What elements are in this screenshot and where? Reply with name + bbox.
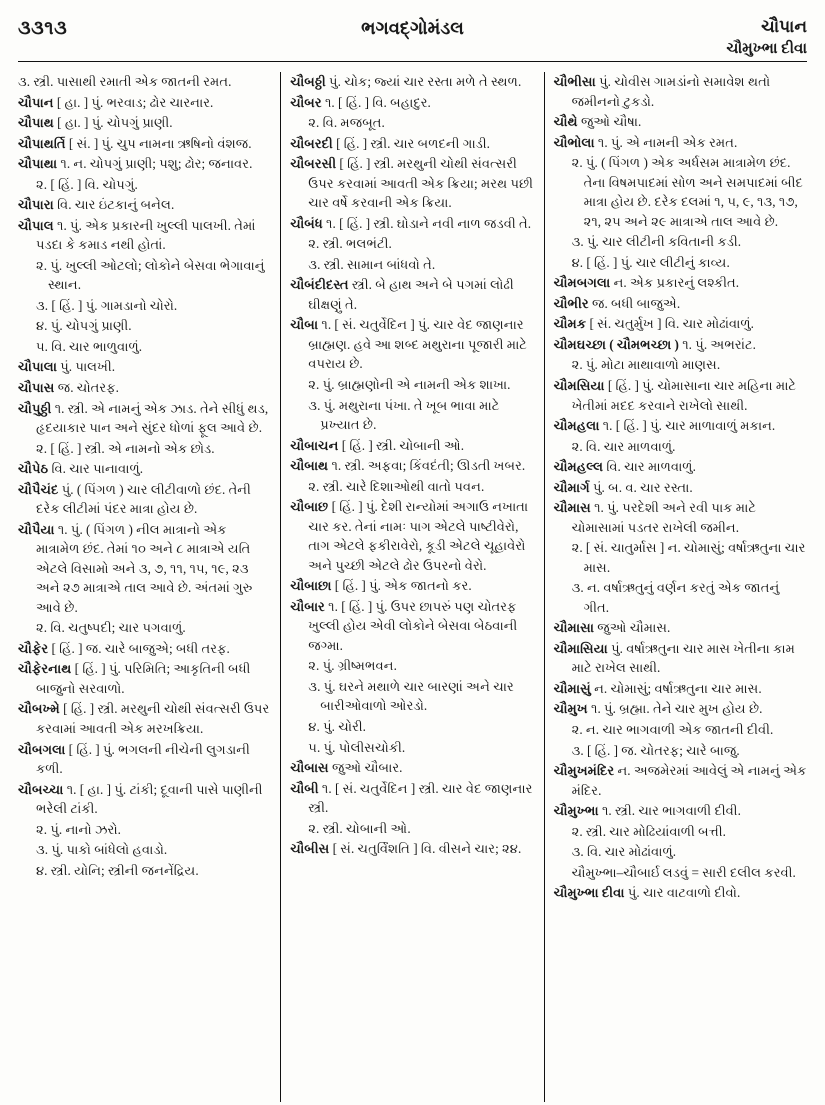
dictionary-entry	[18, 256, 271, 295]
entry-definition: ન. એક પ્રકારનું લશ્કીત.	[613, 275, 740, 291]
entry-headword: ચૌમાસું	[553, 680, 591, 696]
dictionary-entry	[554, 355, 807, 375]
dictionary-entry	[290, 497, 534, 575]
dictionary-entry	[554, 578, 807, 617]
entry-definition: ન. અજમેરમાં આવેલું એ નામનું એક મંદિર.	[571, 763, 807, 798]
dictionary-entry	[290, 134, 534, 154]
dictionary-entry	[290, 779, 534, 818]
entry-definition: ચૌમુખ્ભા–ચૌબાર્ઇ લડવું = સારી દલીલ કરવી.	[571, 864, 796, 880]
dictionary-entry	[554, 273, 807, 293]
dictionary-entry	[18, 480, 271, 519]
entry-definition: ૪. પું. ચોપગું પ્રાણી.	[36, 318, 132, 334]
dictionary-entry	[18, 820, 271, 840]
entry-definition: ૨. પું. ( પિંગળ ) એક અર્ધસમ માત્રામેળ છંદ. તેના વિષમપાદમાં સોળ અને સમપાદમાં બીદ માત્રા હોય છે. દરેક દલમાં ૧, ૫, ૯, ૧૩, ૧૭, ૨૧, ૨૫ અને ૨૯ માત્રાએ તાલ આવે છે.	[571, 155, 803, 229]
entry-definition: ૧. પું. બ્રહ્મા. તેને ચાર મુખ હોય છે.	[590, 701, 763, 717]
dictionary-entry	[290, 738, 534, 758]
entry-headword: ચૌબાચન	[290, 437, 339, 453]
guide-word-top: ચૌપાન	[761, 17, 807, 36]
entry-headword: ચૌપુઠ્ઠી	[18, 400, 52, 416]
entry-definition: ૪. પું. ચોરી.	[308, 719, 366, 734]
dictionary-entry	[290, 93, 534, 113]
dictionary-entry	[290, 456, 534, 476]
entry-headword: ચૌભોલા	[553, 134, 595, 150]
dictionary-entry	[18, 439, 271, 459]
dictionary-entry	[554, 232, 807, 252]
dictionary-entry	[18, 337, 271, 357]
dictionary-entry	[290, 656, 534, 676]
entry-definition: [ હિં. ] સ્ત્રી. મરથુની ચોથી સંવત્સરી ઉપર કરવામાં આવતી એક મરખક્રિયા.	[36, 701, 270, 736]
entry-headword: ચૌપાન	[18, 94, 54, 110]
entry-definition: ૨. [ હિં. ] વિ. ચોપગું.	[36, 176, 138, 192]
dictionary-entry	[554, 457, 807, 477]
entry-headword: ચૌબઠ્ઠી	[290, 74, 326, 89]
dictionary-entry	[18, 93, 271, 113]
dictionary-entry	[554, 437, 807, 457]
entry-definition: ૩. [ હિં. ] જ. ચોતરફ; ચારે બાજુ.	[571, 742, 740, 758]
entry-definition: ૧. [ સં. ચતુર્વેદિન ] સ્ત્રી. ચાર વેદ જાણનાર સ્ત્રી.	[308, 780, 533, 816]
entry-definition: ૫. વિ. ચાર ભાળુવાળું.	[36, 338, 143, 354]
dictionary-entry	[554, 720, 807, 740]
entry-definition: ૧. પું. ( પિંગળ ) નીલ માત્રાનો એક માત્રામેળ છંદ. તેમાં ૧૦ અને ૮ માત્રાએ યતિ એટલે વિસામો અને ૩, ૭, ૧૧, ૧૫, ૧૯, ૨૩ અને ૨૭ માત્રાએ તાલ આવે છે. અંતમાં ગુરુ આવે છે.	[36, 521, 253, 615]
dictionary-entry	[18, 134, 271, 154]
entry-definition: ૨. વિ. મજબૂત.	[308, 115, 385, 131]
dictionary-entry	[554, 314, 807, 334]
entry-definition: ૨. પું. ગ્રીષ્મભવન.	[308, 658, 397, 674]
entry-definition: ૩. [ હિં. ] પું. ગામડાનો ચોરો.	[36, 297, 178, 313]
entry-definition: પું. પાલખી.	[60, 359, 116, 375]
entry-headword: ચૌમાસ	[553, 500, 591, 516]
dictionary-entry	[554, 335, 807, 355]
entry-definition: ૨. [ હિં. ] સ્ત્રી. એ નામનો એક છોડ.	[36, 440, 215, 456]
entry-headword: ચૌમુખ્ભા દીવા	[553, 885, 625, 901]
dictionary-entry	[290, 154, 534, 213]
entry-headword: ચૌપાલા	[18, 359, 57, 375]
entry-definition: [ હિં. ] પું. એક જાતનો કર.	[334, 578, 472, 594]
entry-definition: ૧. [ હિં. ] વિ. બહાદુર.	[324, 94, 431, 110]
entry-definition: ૧. [ સં. ચતુર્વેદિન ] પું. ચાર વેદ જાણનાર બ્રાહ્મણ. હવે આ શબ્દ મથુરાના પૂજારી માટે વપરાય છે.	[308, 317, 527, 372]
entry-definition: જુઓ ચૌબાર.	[332, 760, 403, 776]
dictionary-entry	[18, 72, 271, 92]
dictionary-entry	[554, 618, 807, 638]
entry-headword: ચૌબાર	[290, 598, 325, 614]
text-columns	[16, 72, 809, 1102]
entry-headword: ચૌપાથર્તિ	[18, 135, 66, 151]
entry-headword: ચૌભીસા	[553, 74, 596, 89]
dictionary-entry	[290, 436, 534, 456]
dictionary-entry	[290, 597, 534, 656]
dictionary-entry	[18, 520, 271, 618]
entry-definition: [ હિં. ] પું. ભગલની નીચેની લુગડાની કળી.	[36, 741, 250, 777]
entry-headword: ચૌબંધ	[290, 215, 323, 231]
dictionary-entry	[290, 717, 534, 737]
dictionary-entry	[290, 72, 534, 92]
entry-definition: ૨. સ્ત્રી. ચોબાની ઓ.	[308, 820, 411, 836]
entry-definition: ૨. સ્ત્રી. ભલભંટી.	[308, 236, 392, 252]
entry-headword: ચૌથે	[553, 114, 578, 130]
entry-headword: ચૌબાછ	[290, 499, 329, 515]
dictionary-entry	[290, 819, 534, 839]
entry-headword: ચૌબગલા	[18, 741, 66, 757]
dictionary-entry	[554, 253, 807, 273]
dictionary-entry	[554, 883, 807, 903]
dictionary-entry	[554, 538, 807, 577]
running-head	[726, 16, 807, 59]
entry-definition: [ હિં. ] પું. ચોમાસાના ચાર મહિના માટે ખેતીમાં મદદ કરવાને રાખેલો સાથી.	[571, 377, 797, 413]
dictionary-entry	[554, 699, 807, 719]
entry-headword: ચૌમુખમંદિર	[553, 763, 615, 779]
book-title: ભગવદ્ગોમંડલ	[361, 18, 464, 38]
entry-definition: ૧. ન. ચોપગું પ્રાણી; પશુ; ઢોર; જનાવર.	[60, 156, 253, 172]
entry-definition: ૨. પું. બ્રાહ્મણોની એ નામની એક શાખા.	[308, 376, 511, 392]
dictionary-entry	[554, 153, 807, 231]
entry-headword: ચૌબીસ	[290, 841, 330, 857]
dictionary-entry	[554, 376, 807, 415]
entry-definition: ૩. પું. મથુરાના પંખા. તે ખૂબ ભાવા માટે પ્રખ્યાત છે.	[308, 397, 500, 433]
entry-definition: સ્ત્રી. બે હાથ અને બે પગમાં લોઢી ઘીક્ષણું તે.	[308, 277, 514, 312]
entry-headword: ચૌફેર	[18, 640, 49, 656]
dictionary-entry	[554, 822, 807, 842]
entry-headword: ચૌમહલા	[553, 418, 600, 434]
entry-headword: ચૌબરસી	[290, 156, 337, 172]
entry-definition: ૧. [ હિં. ] સ્ત્રી. ઘોડાને નવી નાળ જડવી તે.	[326, 215, 532, 231]
entry-definition: ૧. [ હિં. ] પું. ચાર માળાવાળું મકાન.	[602, 418, 776, 434]
dictionary-entry	[18, 316, 271, 336]
entry-headword: ચૌપૈચંદ	[18, 481, 59, 497]
entry-definition: ૨. [ સં. ચાતુર્માસ ] ન. ચોમાસું; વર્ષાઋતુના ચાર માસ.	[571, 540, 806, 575]
entry-definition: ૩. પું. ચાર લીટીની કવિતાની કડી.	[571, 234, 742, 250]
entry-headword: ચૌપારા	[18, 197, 54, 213]
column-2	[280, 72, 544, 1102]
entry-definition: પું. ચોક; જ્યાં ચાર રસ્તા મળે તે સ્થળ.	[329, 74, 522, 89]
entry-definition: ૧. [ હિં. ] પું. ઉપર છાપરું પણ ચોતરફ ખુલ્લી હોય એવી લોકોને બેસવા બેઠવાની જગ્મા.	[308, 598, 518, 653]
entry-headword: ચૌમસિયા	[553, 377, 605, 393]
entry-definition: ૧. સ્ત્રી. એ નામનું એક ઝાડ. તેને સીધું થડ, હૃદયાકાર પાન અને સુંદર ધોળાં ફૂલ આવે છે.	[36, 400, 269, 436]
entry-definition: [ હિં. ] સ્ત્રી. મરથુની ચોથી સંવત્સરી ઉપર કરવામાં આવતી એક ક્રિયા; મરથ પછી ચાર વર્ષે કરવાની એક ક્રિયા.	[308, 156, 534, 211]
entry-definition: [ હા. ] પું. ચોપગું પ્રાણી.	[57, 115, 173, 131]
entry-definition: જ. ચોતરફ.	[57, 379, 119, 395]
dictionary-entry	[290, 113, 534, 133]
entry-headword: ચૌબાથ	[290, 458, 329, 474]
dictionary-entry	[290, 255, 534, 275]
entry-definition: ન. ચોમાસું; વર્ષાઋતુના ચાર માસ.	[594, 680, 762, 696]
entry-definition: ૧. સ્ત્રી. અફવા; કિંવદંતી; ઊડતી ખબર.	[331, 458, 526, 474]
dictionary-entry	[18, 113, 271, 133]
dictionary-entry	[554, 498, 807, 537]
dictionary-entry	[18, 840, 271, 860]
dictionary-entry	[18, 740, 271, 779]
dictionary-entry	[18, 659, 271, 698]
entry-definition: [ સં. ચતુર્મુખ ] વિ. ચાર મોઢાંવાળું.	[589, 316, 754, 332]
dictionary-entry	[554, 72, 807, 111]
dictionary-entry	[18, 154, 271, 174]
entry-definition: [ સં. ચતુર્વિંશતિ ] વિ. વીસને ચાર; ૨૪.	[332, 841, 522, 857]
dictionary-entry	[18, 861, 271, 881]
dictionary-entry	[554, 133, 807, 153]
dictionary-entry	[290, 275, 534, 314]
entry-headword: ચૌમાસિયા	[553, 640, 608, 656]
entry-definition: ૧. પું. અભરાંટ.	[682, 336, 756, 352]
header-divider	[18, 61, 807, 62]
entry-definition: જુઓ ચૌમાસ.	[597, 620, 671, 636]
entry-definition: ૨. સ્ત્રી. ચાર મોઢિયાંવાળી બત્તી.	[571, 823, 726, 839]
dictionary-entry	[554, 679, 807, 699]
entry-headword: ચૌમુખ્ભા	[553, 803, 599, 819]
dictionary-entry	[18, 699, 271, 738]
dictionary-entry	[554, 741, 807, 761]
dictionary-entry	[554, 801, 807, 821]
entry-headword: ચૌપેઠ	[18, 461, 49, 477]
dictionary-entry	[290, 396, 534, 435]
entry-definition: ૨. વિ. ચતુષ્પદી; ચાર પગવાળું.	[36, 620, 186, 636]
entry-definition: ૨. ન. ચાર ભાગવાળી એક જાતની દીવી.	[571, 722, 774, 737]
dictionary-entry	[18, 399, 271, 438]
dictionary-entry	[554, 478, 807, 498]
dictionary-entry	[554, 294, 807, 314]
entry-definition: ૩. વિ. ચાર મોઢાંવાળું.	[571, 844, 677, 860]
entry-headword: ચૌમાસા	[553, 620, 594, 636]
dictionary-entry	[290, 234, 534, 254]
dictionary-entry	[18, 639, 271, 659]
entry-definition: [ હિં. ] સ્ત્રી. ચાર બળદની ગાડી.	[336, 135, 490, 151]
entry-headword: ચૌબી	[290, 780, 319, 796]
dictionary-entry	[554, 112, 807, 132]
entry-headword: ચૌમુખ	[553, 701, 588, 717]
entry-headword: ચૌપાસ	[18, 379, 55, 395]
entry-headword: ચૌમાર્ગ	[553, 479, 590, 495]
entry-definition: ૧. પું. એક પ્રકારની ખુલ્લી પાલખી. તેમાં પડદા કે કમાડ નથી હોતાં.	[36, 217, 256, 253]
dictionary-entry	[290, 677, 534, 716]
entry-definition: ૩. પું. ઘરને મથાળે ચાર બારણાં અને ચાર બારીઓવાળો ઓરડો.	[308, 678, 514, 714]
dictionary-entry	[290, 477, 534, 497]
dictionary-entry	[18, 459, 271, 479]
entry-definition: વિ. ચાર માળવાળું.	[606, 459, 696, 475]
entry-headword: ચૌપાથા	[18, 156, 58, 172]
entry-definition: ૪. [ હિં. ] પું. ચાર લીટીનું કાવ્ય.	[571, 254, 730, 270]
dictionary-entry	[18, 378, 271, 398]
entry-headword: ચૌમક	[553, 316, 587, 332]
entry-definition: [ હા. ] પું. ભરવાડ; ઢોર ચારનાર.	[56, 94, 214, 110]
entry-definition: પું. ( પિંગળ ) ચાર લીટીવાળો છંદ. તેની દરેક લીટીમાં પંદર માત્રા હોય છે.	[36, 481, 251, 517]
dictionary-entry	[18, 175, 271, 195]
entry-definition: ૩. પું. પાકો બાંધેલો હવાડો.	[36, 842, 168, 858]
entry-headword: ચૌબચ્ચા	[18, 781, 64, 797]
entry-headword: ચૌબખ્મે	[18, 701, 60, 717]
entry-headword: ચૌફેરનાથ	[18, 661, 72, 677]
entry-definition: પું. ચાર વાટવાળો દીવો.	[627, 885, 741, 901]
dictionary-entry	[554, 761, 807, 800]
dictionary-entry	[18, 296, 271, 316]
dictionary-entry	[18, 195, 271, 215]
entry-definition: પું. વર્ષાઋતુના ચાર માસ ખેતીના કામ માટે રાખેલ સાથી.	[571, 640, 795, 676]
page-number: ૩૩૧૩	[18, 18, 68, 39]
entry-definition: વિ. ચાર ઇંટકાનું બનેલ.	[57, 197, 175, 213]
dictionary-entry	[18, 216, 271, 255]
entry-definition: ૩. સ્ત્રી. સામાન બાંધવો તે.	[308, 256, 436, 272]
entry-definition: ૧. પું. પરદેશી અને રવી પાક માટે ચોમાસામાં પડતર રાખેલી જમીન.	[571, 500, 757, 535]
dictionary-entry	[18, 357, 271, 377]
entry-definition: ૩. સ્ત્રી. પાસાથી રમાતી એક જાતની રમત.	[18, 74, 232, 89]
entry-definition: ૫. પું. પોલીસચોકી.	[308, 739, 406, 755]
dictionary-entry	[554, 863, 807, 883]
entry-headword: ચૌબંદીદસ્ત	[290, 277, 349, 293]
entry-definition: [ હિં. ] પું. પરિમિતિ; આકૃતિની બધી બાજુનો સરવાળો.	[36, 661, 251, 696]
entry-definition: [ હિં. ] સ્ત્રી. ચોબાની ઓ.	[341, 437, 465, 453]
entry-headword: ચૌમઘચ્છા ( ચૌમભચ્છા )	[553, 336, 679, 352]
entry-definition: ૩. ન. વર્ષાઋતુનું વર્ણન કરતું એક જાતનું ગીત.	[571, 580, 780, 615]
guide-word-bottom: ચૌમુખ્ભા દીવા	[726, 40, 807, 57]
dictionary-entry	[290, 758, 534, 778]
entry-headword: ચૌબાસ	[290, 760, 329, 776]
page-header	[16, 14, 809, 68]
entry-headword: ચૌબર	[290, 94, 322, 110]
dictionary-entry	[290, 839, 534, 859]
entry-headword: ચૌપાલ	[18, 217, 54, 233]
dictionary-entry	[290, 214, 534, 234]
column-1	[16, 72, 280, 1102]
entry-definition: [ સં. ] પું. ચુપ નામના ઋષિનો વંશજ.	[68, 135, 252, 151]
dictionary-entry	[18, 618, 271, 638]
entry-definition: ૨. વિ. ચાર માળવાળું.	[571, 438, 676, 454]
dictionary-entry	[290, 375, 534, 395]
entry-definition: પું. બ. વ. ચાર રસ્તા.	[593, 479, 693, 495]
entry-headword: ચૌભીર	[553, 295, 589, 311]
entry-definition: ૨. સ્ત્રી. ચારે દિશાઓથી વાતો પવન.	[308, 478, 485, 494]
entry-headword: ચૌબા	[290, 317, 319, 333]
dictionary-entry	[290, 315, 534, 374]
entry-headword: ચૌપૈયા	[18, 521, 55, 537]
entry-headword: ચૌબરદી	[290, 135, 333, 151]
entry-definition: [ હિં. ] પું. દેશી રાન્યોમાં અગાઉ નખાતા ચાર કર. તેનાં નામઃ પાગ એટલે પાષ્ટીવેરો, તાગ એટલે ફકીરાવેરો, કૂડી એટલે ચૂહાવેરો અને પુચ્છી એટલે ઢોર ઉપરનો વેરો.	[308, 499, 529, 573]
entry-headword: ચૌપાથ	[18, 115, 54, 131]
dictionary-entry	[290, 576, 534, 596]
dictionary-entry	[18, 780, 271, 819]
dictionary-entry	[554, 842, 807, 862]
entry-headword: ચૌમહલ્લ	[553, 459, 604, 475]
entry-definition: ૨. પું. નાનો ઝરો.	[36, 821, 121, 837]
dictionary-entry	[554, 416, 807, 436]
entry-definition: ૧. પું. એ નામની એક રમત.	[597, 134, 738, 150]
entry-definition: જુઓ ચૌષા.	[580, 114, 642, 130]
entry-headword: ચૌબાછા	[290, 578, 332, 594]
entry-definition: ૧. સ્ત્રી. ચાર ભાગવાળી દીવી.	[601, 803, 741, 819]
entry-definition: જ. બધી બાજુએ.	[591, 295, 681, 311]
entry-definition: વિ. ચાર પાનાવાળું.	[51, 461, 144, 477]
entry-definition: ૨. પું. મોટા માથાવાળો માણસ.	[571, 357, 721, 373]
entry-definition: ૨. પું. ખુલ્લી ઓટલો; લોકોને બેસવા ભેગાવાનું સ્થાન.	[36, 257, 265, 293]
entry-definition: પું. ચોવીસ ગામડાંનો સમાવેશ થતો જમીનનો ટુકડો.	[571, 74, 771, 109]
entry-definition: [ હિં. ] જ. ચારે બાજુએ; બધી તરફ.	[51, 640, 230, 656]
entry-definition: ૪. સ્ત્રી. યોનિ; સ્ત્રીની જનનેંદ્રિય.	[36, 862, 199, 878]
entry-headword: ચૌમબગલા	[553, 275, 611, 291]
dictionary-entry	[554, 639, 807, 678]
entry-definition: ૧. [ હા. ] પું. ટાંકી; દૂવાની પાસે પાણીની ભરેલી ટાંકી.	[36, 781, 263, 817]
column-3	[545, 72, 809, 1102]
